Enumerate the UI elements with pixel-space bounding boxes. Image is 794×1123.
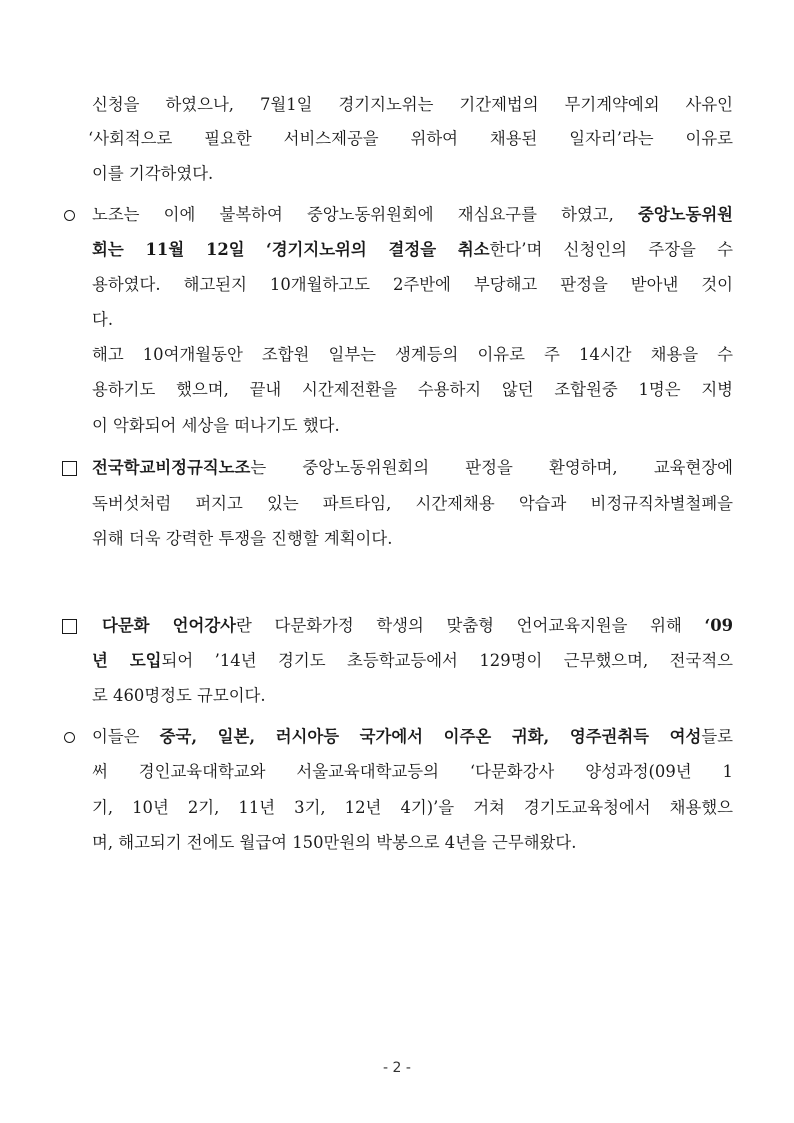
text-line — [92, 456, 733, 480]
text-line: 로 460명정도 규모이다. — [92, 686, 266, 705]
emphasis-text: 전국학교비정규직노조 — [92, 458, 251, 477]
text-line: 용하기도 했으며, 끝내 시간제전환을 수용하지 않던 조합원중 1명은 지병 — [92, 380, 733, 399]
text-span: 란 다문화가정 학생의 맞춤형 언어교육지원을 위해 — [236, 616, 682, 635]
text-line: 이 악화되어 세상을 떠나기도 했다. — [92, 416, 340, 435]
emphasis-text: ‘경기지노위의 결정을 취소 — [266, 240, 490, 259]
page-number: - 2 - — [383, 1060, 411, 1076]
emphasis-text: 중앙노동위원 — [638, 205, 734, 224]
text-line — [92, 649, 733, 673]
emphasis-text: 중국, 일본, 러시아등 국가에서 이주온 귀화, 영주권취득 여성 — [159, 727, 702, 746]
text-line: ‘사회적으로 필요한 서비스제공을 위하여 채용된 일자리’라는 이유로 — [88, 129, 733, 148]
text-line: 독버섯처럼 퍼지고 있는 파트타임, 시간제채용 악습과 비정규직차별철폐을 — [92, 494, 733, 513]
text-span: 는 중앙노동위원회의 판정을 환영하며, 교육현장에 — [250, 458, 733, 477]
circle-bullet-icon — [64, 732, 75, 743]
emphasis-text: 회는 11월 12일 — [92, 240, 245, 259]
text-span: 되어 ’14년 경기도 초등학교등에서 129명이 근무했으며, 전국적으 — [161, 651, 733, 670]
square-bullet-icon — [62, 619, 77, 634]
text-span: 이들은 — [92, 727, 140, 746]
emphasis-text: 년 도입 — [92, 651, 162, 670]
text-line — [92, 203, 733, 227]
text-line: 신청을 하였으나, 7월1일 경기지노위는 기간제법의 무기계약예외 사유인 — [92, 95, 733, 114]
text-line: 다. — [92, 310, 114, 329]
text-span: 한다’며 신청인의 주장을 수 — [489, 240, 733, 259]
emphasis-text: 다문화 언어강사 — [102, 616, 236, 635]
emphasis-text: ‘09 — [704, 616, 733, 635]
text-span: 들로 — [701, 727, 733, 746]
text-line — [102, 614, 733, 638]
text-span: 노조는 이에 불복하여 중앙노동위원회에 재심요구를 하였고, — [92, 205, 614, 224]
text-line: 기, 10년 2기, 11년 3기, 12년 4기)’을 거쳐 경기도교육청에서 채용했으 — [92, 798, 733, 817]
square-bullet-icon — [62, 461, 77, 476]
text-line: 써 경인교육대학교와 서울교육대학교등의 ‘다문화강사 양성과정(09년 1 — [92, 762, 733, 781]
text-line: 위해 더욱 강력한 투쟁을 진행할 계획이다. — [92, 529, 393, 548]
text-line — [92, 238, 733, 262]
text-line: 이를 기각하였다. — [92, 164, 214, 183]
text-line — [92, 725, 733, 749]
circle-bullet-icon — [64, 210, 75, 221]
text-line: 해고 10여개월동안 조합원 일부는 생계등의 이유로 주 14시간 채용을 수 — [92, 345, 733, 364]
text-line: 며, 해고되기 전에도 월급여 150만원의 박봉으로 4년을 근무해왔다. — [92, 833, 577, 852]
text-line: 용하였다. 해고된지 10개월하고도 2주반에 부당해고 판정을 받아낸 것이 — [92, 275, 733, 294]
